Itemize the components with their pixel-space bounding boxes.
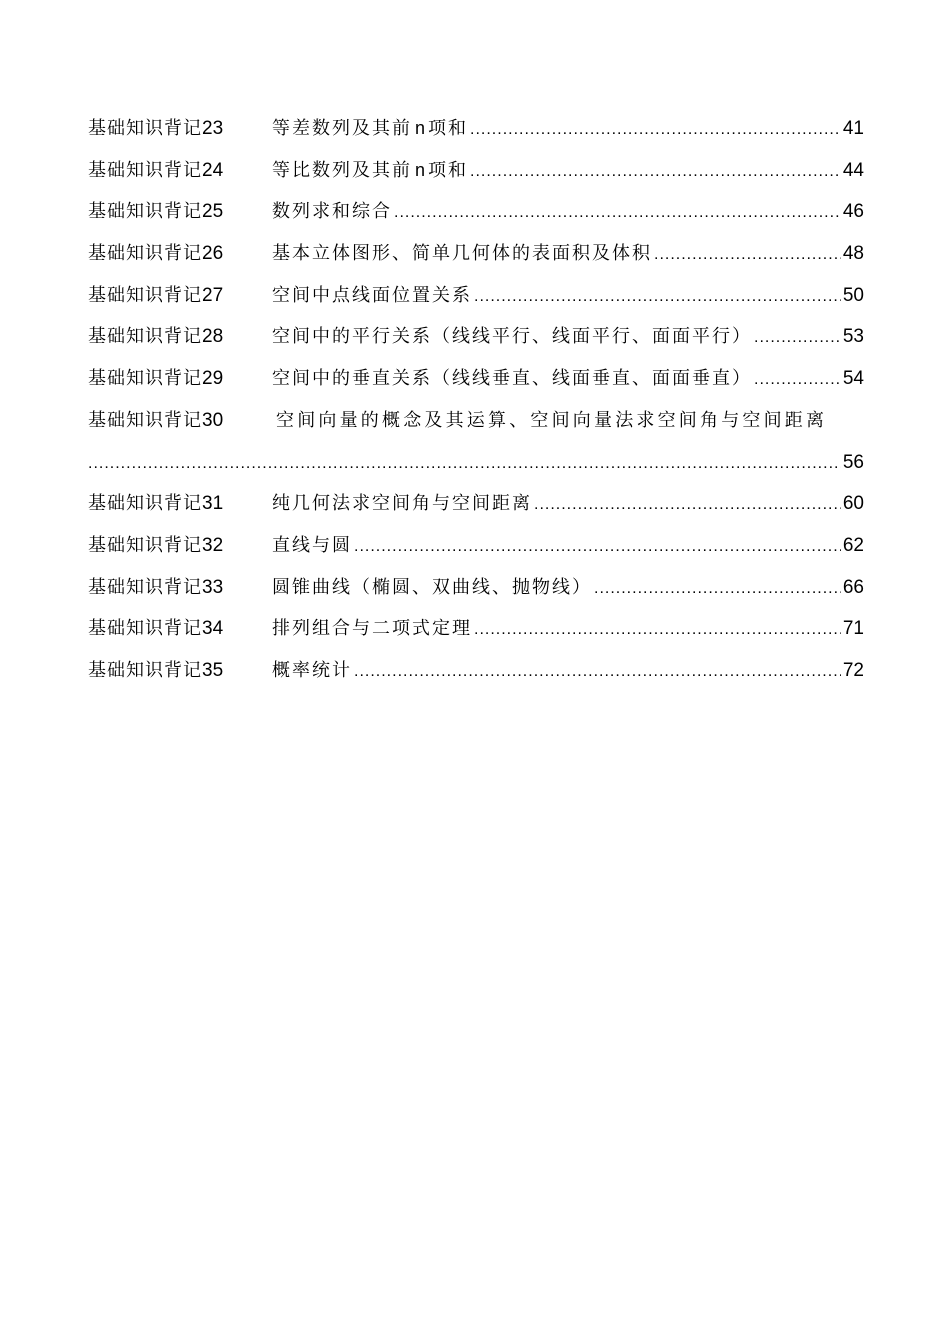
toc-entry-title: 等比数列及其前 n 项和 [272, 159, 469, 181]
toc-entry-title: 空间中的平行关系（线线平行、线面平行、面面平行） [272, 326, 752, 348]
toc-page-number: 46 [842, 201, 864, 223]
dot-leader [474, 276, 841, 318]
toc-entry-label: 基础知识背记26 [88, 243, 224, 265]
toc-entry-title: 圆锥曲线（椭圆、双曲线、抛物线） [272, 576, 592, 598]
toc-entry-title: 基本立体图形、简单几何体的表面积及体积 [272, 243, 652, 265]
toc-entry-title: 等差数列及其前 n 项和 [272, 118, 469, 139]
toc-page-number: 54 [842, 368, 864, 390]
toc-entry-24[interactable] [88, 150, 864, 192]
toc-page-number: 62 [842, 534, 864, 556]
toc-entry-label: 基础知识背记23 [88, 118, 224, 139]
toc-entry-27[interactable] [88, 275, 864, 317]
toc-entry-title: 概率统计 [272, 659, 352, 681]
dot-leader [534, 484, 841, 526]
dot-leader [354, 651, 841, 693]
toc-entry-title: 空间中的垂直关系（线线垂直、线面垂直、面面垂直） [272, 368, 752, 390]
toc-page-number: 56 [842, 451, 864, 473]
toc-entry-title: 排列组合与二项式定理 [272, 618, 472, 640]
toc-entry-30[interactable] [88, 400, 864, 442]
toc-entry-title: 直线与圆 [272, 534, 352, 556]
toc-entry-title: 空间向量的概念及其运算、空间向量法求空间角与空间距离 [276, 409, 828, 431]
toc-page-number: 60 [842, 493, 864, 515]
toc-entry-30-continuation[interactable] [88, 442, 864, 484]
toc-page-number: 41 [842, 118, 864, 139]
toc-entry-label: 基础知识背记35 [88, 659, 224, 681]
toc-entry-label: 基础知识背记29 [88, 368, 224, 390]
toc-entry-label: 基础知识背记27 [88, 284, 224, 306]
toc-page-number: 66 [842, 576, 864, 598]
toc-page-number: 50 [842, 284, 864, 306]
toc-entry-title: 空间中点线面位置关系 [272, 284, 472, 306]
dot-leader [654, 234, 841, 276]
toc-page-number: 48 [842, 243, 864, 265]
toc-entry-title: 数列求和综合 [272, 201, 392, 223]
dot-leader [754, 317, 841, 359]
toc-entry-34[interactable] [88, 608, 864, 650]
dot-leader [754, 359, 841, 401]
toc-entry-label: 基础知识背记32 [88, 534, 224, 556]
toc-entry-label: 基础知识背记31 [88, 493, 224, 515]
toc-entry-29[interactable] [88, 358, 864, 400]
toc-entry-28[interactable] [88, 316, 864, 358]
toc-entry-label: 基础知识背记25 [88, 201, 224, 223]
toc-entry-31[interactable] [88, 483, 864, 525]
toc-entry-label: 基础知识背记30 [88, 409, 224, 431]
toc-page-number: 72 [842, 659, 864, 681]
dot-leader [470, 109, 841, 151]
dot-leader [394, 192, 841, 234]
toc-page-number: 71 [842, 618, 864, 640]
dot-leader [88, 443, 841, 485]
dot-leader [594, 568, 841, 610]
toc-page-number: 53 [842, 326, 864, 348]
table-of-contents [88, 108, 864, 692]
toc-entry-label: 基础知识背记24 [88, 159, 224, 181]
dot-leader [474, 609, 841, 651]
toc-entry-33[interactable] [88, 567, 864, 609]
toc-entry-23[interactable] [88, 108, 864, 150]
toc-page-number: 44 [842, 159, 864, 181]
toc-entry-26[interactable] [88, 233, 864, 275]
dot-leader [470, 151, 841, 193]
toc-entry-35[interactable] [88, 650, 864, 692]
toc-entry-25[interactable] [88, 191, 864, 233]
toc-entry-label: 基础知识背记28 [88, 326, 224, 348]
toc-entry-32[interactable] [88, 525, 864, 567]
toc-entry-title: 纯几何法求空间角与空间距离 [272, 493, 532, 515]
toc-entry-label: 基础知识背记33 [88, 576, 224, 598]
toc-entry-label: 基础知识背记34 [88, 618, 224, 640]
dot-leader [354, 526, 841, 568]
